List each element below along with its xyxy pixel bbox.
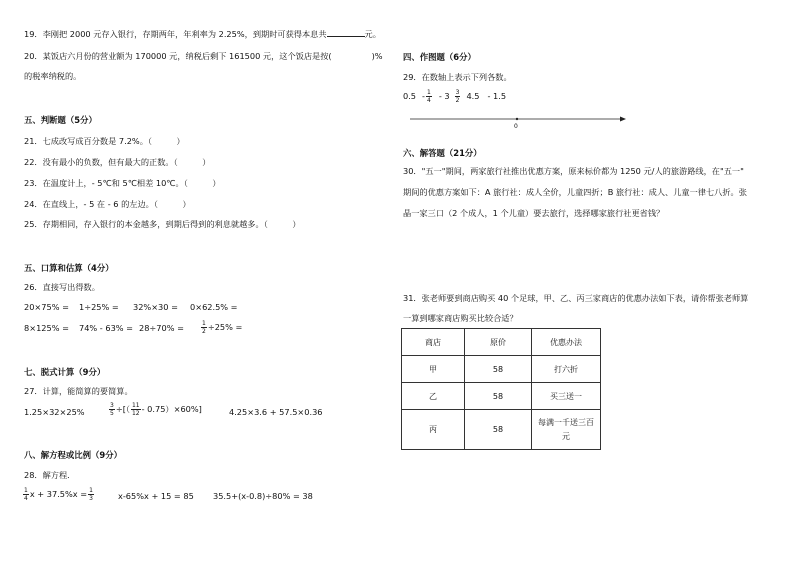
discount-line1: 每满一千送三百: [538, 417, 594, 427]
question-27: 27．计算，能简算的要简算。: [24, 386, 133, 396]
question-22: 22．没有最小的负数，但有最大的正数。（ ）: [24, 157, 211, 167]
question-31-line2: 一算到哪家商店购买比较合适？: [403, 313, 518, 323]
equation-3: 35.5+(x-0.8)÷80% = 38: [213, 491, 313, 501]
section-judge-heading: 五、判断题（5分）: [24, 115, 97, 125]
question-30-line1: 30．"五一"期间，两家旅行社推出优惠方案，原来标价都为 1250 元/人的旅游路线，在"五一": [403, 166, 744, 176]
table-cell: 打六折: [532, 356, 601, 383]
q19-text: 19．李刚把 2000 元存入银行，存期两年，年利率为 2.25%，到期时可获得本息共: [24, 29, 327, 39]
oral-item: 0×62.5% =: [190, 302, 238, 312]
question-31-line1: 31．张老师要到商店购买 40 个足球，甲、乙、丙三家商店的优惠办法如下表，请你帮张老师算: [403, 293, 749, 303]
calc-item-2: $\frac{3}{5}$ ÷[（ $\frac{11}{12}$ - 0.75）×60%]: [110, 402, 202, 417]
answer-blank[interactable]: [327, 28, 365, 37]
question-21: 21．七成改写成百分数是 7.2%。（ ）: [24, 136, 185, 146]
numbers-to-plot: 0.5 - $\frac{1}{4}$ - 3 $\frac{3}{2}$ 4.5 - 1.5: [403, 89, 507, 104]
table-row: [402, 410, 601, 450]
calc-item-1: 1.25×32×25%: [24, 407, 85, 417]
calc-item-3: 4.25×3.6 + 57.5×0.36: [229, 407, 323, 417]
oral-item: 20×75% =: [24, 302, 69, 312]
section-oral-heading: 五、口算和估算（4分）: [24, 263, 114, 273]
question-25: 25．存期相同，存入银行的本金越多，到期后得到的利息就越多。（ ）: [24, 219, 301, 229]
table-cell: 甲: [402, 356, 465, 383]
section-drawing-heading: 四、作图题（6分）: [403, 52, 476, 62]
table-cell: 58: [465, 383, 532, 410]
table-cell: 乙: [402, 383, 465, 410]
fraction: $\frac{1}{4}$: [24, 487, 28, 502]
discount-line2: 元: [562, 431, 570, 441]
equation-1: $\frac{1}{4}$ x + 37.5%x = $\frac{1}{3}$: [24, 487, 93, 502]
number-line[interactable]: [410, 113, 626, 133]
axis-zero-label: 0: [514, 123, 518, 130]
question-19: [24, 28, 381, 40]
oral-item: 1÷25% =: [79, 302, 119, 312]
fraction: $\frac{1}{2}$: [202, 320, 206, 335]
fraction: $\frac{1}{4}$: [427, 89, 431, 104]
table-cell: 58: [465, 410, 532, 450]
question-29: 29．在数轴上表示下列各数。: [403, 72, 512, 82]
q20-text-a: 20．某饭店六月份的营业额为 170000 元，纳税后剩下 161500 元，这个饭店是按(: [24, 51, 332, 61]
shop-table: [401, 328, 601, 450]
fraction: $\frac{3}{5}$: [110, 402, 114, 417]
fraction: $\frac{11}{12}$: [131, 402, 140, 417]
equation-2: x-65%x + 15 = 85: [118, 491, 194, 501]
question-28: 28．解方程．: [24, 470, 76, 480]
question-24: 24．在直线上，- 5 在 - 6 的左边。（ ）: [24, 199, 191, 209]
table-cell: 丙: [402, 410, 465, 450]
q19-unit: 元。: [364, 29, 381, 39]
table-header-row: [402, 329, 601, 356]
table-row: [402, 383, 601, 410]
question-20: [24, 51, 383, 62]
section-equation-heading: 八、解方程或比例（9分）: [24, 450, 122, 460]
table-header: 优惠办法: [532, 329, 601, 356]
fraction: $\frac{3}{2}$: [455, 89, 460, 104]
table-cell: 58: [465, 356, 532, 383]
oral-item: 32%×30 =: [133, 302, 178, 312]
section-calc-heading: 七、脱式计算（9分）: [24, 367, 106, 377]
question-30-line3: 晶一家三口（2 个成人，1 个儿童）要去旅行，选择哪家旅行社更省钱？: [403, 208, 665, 218]
question-23: 23．在温度计上，- 5℃和 5℃相差 10℃。（ ）: [24, 178, 221, 188]
oral-item-fraction: $\frac{1}{2}$ ÷25% =: [202, 320, 243, 335]
section-solve-heading: 六、解答题（21分）: [403, 148, 482, 158]
oral-item: 8×125% =: [24, 323, 69, 333]
q20-text-b: )%: [371, 51, 383, 61]
table-header: 原价: [465, 329, 532, 356]
table-cell: 买三送一: [532, 383, 601, 410]
oral-item: 28÷70% =: [139, 323, 184, 333]
question-26: 26．直接写出得数。: [24, 282, 100, 292]
q20-continued: 的税率纳税的。: [24, 71, 82, 81]
table-row: [402, 356, 601, 383]
table-cell: [532, 410, 601, 450]
fraction: $\frac{1}{3}$: [89, 487, 93, 502]
oral-item: 74% - 63% =: [79, 323, 134, 333]
table-header: 商店: [402, 329, 465, 356]
question-30-line2: 期间的优惠方案如下：A 旅行社：成人全价，儿童四折；B 旅行社：成人、儿童一律七八折。张: [403, 187, 747, 197]
